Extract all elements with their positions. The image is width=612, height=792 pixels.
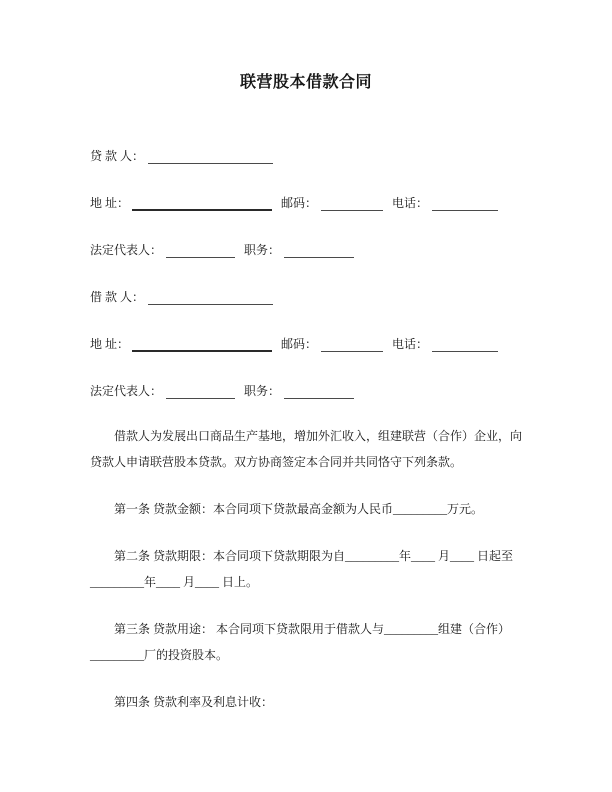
lender-name-label: 贷 款 人：	[90, 149, 145, 163]
borrower-legal-rep-blank	[166, 385, 235, 399]
preamble-paragraph	[90, 423, 522, 475]
borrower-legal-rep-label: 法定代表人：	[90, 384, 163, 398]
article-4-text: 第四条 贷款利率及利息计收：	[114, 695, 274, 709]
borrower-position-label: 职务：	[244, 384, 281, 398]
preamble-line-2: 贷款人申请联营股本贷款。双方协商签定本合同并共同恪守下列条款。	[90, 455, 463, 469]
lender-phone-blank	[432, 197, 498, 211]
borrower-address-blank	[132, 337, 272, 352]
article-1-text: 第一条 贷款金额：本合同项下贷款最高金额为人民币_________万元。	[114, 502, 484, 516]
document-title: 联营股本借款合同	[239, 74, 372, 91]
lender-address-label: 地 址：	[90, 196, 130, 210]
borrower-address-line	[90, 336, 522, 352]
lender-position-label: 职务：	[244, 243, 281, 257]
article-2-line-2: _________年____ 月____ 日上。	[90, 575, 259, 589]
borrower-legal-rep-line	[90, 383, 522, 399]
lender-name-line	[90, 148, 522, 164]
lender-legal-rep-label: 法定代表人：	[90, 243, 163, 257]
lender-position-blank	[284, 244, 354, 258]
borrower-postcode-label: 邮码：	[281, 337, 318, 351]
lender-legal-rep-line	[90, 242, 522, 258]
lender-address-line	[90, 195, 522, 211]
borrower-address-label: 地 址：	[90, 337, 130, 351]
article-3-line-1: 第三条 贷款用途： 本合同项下贷款限用于借款人与_________组建（合作）	[114, 622, 511, 636]
article-3-line-2: _________厂的投资股本。	[90, 648, 229, 662]
article-2	[90, 543, 522, 595]
lender-postcode-blank	[321, 197, 383, 211]
article-1	[90, 496, 522, 522]
article-2-line-1: 第二条 贷款期限：本合同项下贷款期限为自_________年____ 月____ 日起至	[114, 549, 514, 563]
borrower-name-blank	[148, 291, 273, 305]
lender-legal-rep-blank	[166, 244, 235, 258]
borrower-name-line	[90, 289, 522, 305]
lender-name-blank	[148, 150, 273, 164]
borrower-phone-blank	[432, 338, 498, 352]
article-4	[90, 689, 522, 715]
borrower-position-blank	[284, 385, 354, 399]
borrower-phone-label: 电话：	[392, 337, 429, 351]
lender-postcode-label: 邮码：	[281, 196, 318, 210]
lender-address-blank	[132, 196, 272, 211]
borrower-postcode-blank	[321, 338, 383, 352]
article-3	[90, 616, 522, 668]
preamble-line-1: 借款人为发展出口商品生产基地，增加外汇收入，组建联营（合作）企业，向	[114, 429, 523, 443]
borrower-name-label: 借 款 人：	[90, 290, 145, 304]
lender-phone-label: 电话：	[392, 196, 429, 210]
